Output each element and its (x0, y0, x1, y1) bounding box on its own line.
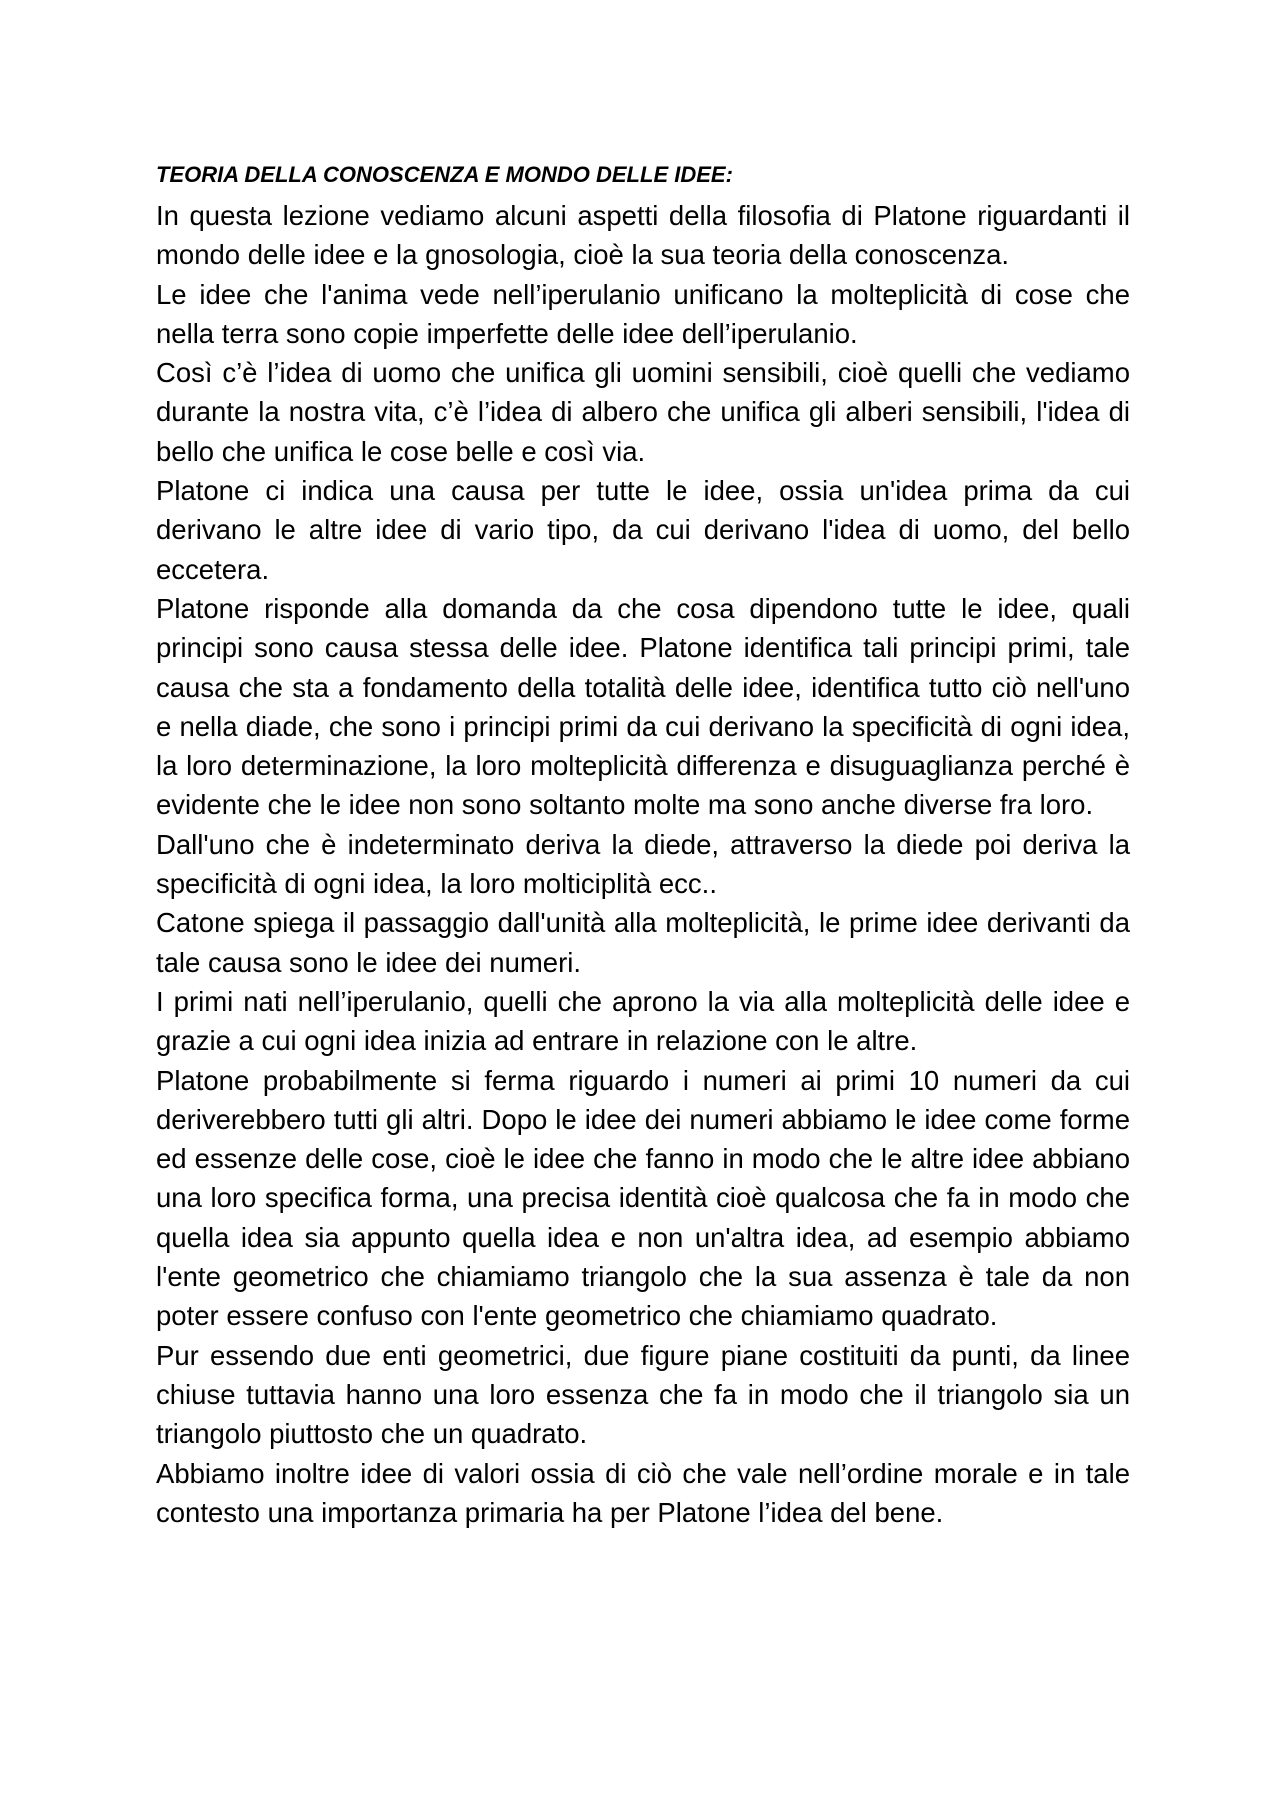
paragraph-intro: In questa lezione vediamo alcuni aspetti della filosofia di Platone riguardanti il mondo delle idee e la gnosologia, cioè la sua teoria della conoscenza. (156, 200, 1130, 271)
paragraph-principi-primi: Platone risponde alla domanda da che cosa dipendono tutte le idee, quali principi sono causa stessa delle idee. Platone identifica tali principi primi, tale causa che sta a fondamento della totalità delle idee, identifica tutto ciò nell'uno e nella diade, che sono i principi primi da cui derivano la specificità di ogni idea, la loro determinazione, la loro molteplicità differenza e disuguaglianza perché è evidente che le idee non sono soltanto molte ma sono anche diverse fra loro. (156, 592, 1130, 821)
paragraph-enti-geometrici: Pur essendo due enti geometrici, due figure piane costituiti da punti, da linee chiuse tuttavia hanno una loro essenza che fa in modo che il triangolo sia un triangolo piuttosto che un quadrato. (156, 1339, 1130, 1450)
paragraph-idee-di-valori: Abbiamo inoltre idee di valori ossia di ciò che vale nell’ordine morale e in tale contesto una importanza primaria ha per Platone l’idea del bene. (156, 1457, 1130, 1528)
paragraph-idea-di-uomo: Così c’è l’idea di uomo che unifica gli uomini sensibili, cioè quelli che vediamo durante la nostra vita, c’è l’idea di albero che unifica gli alberi sensibili, l'idea di bello che unifica le cose belle e così via. (156, 357, 1130, 467)
paragraph-idee-dei-numeri: Catone spiega il passaggio dall'unità alla molteplicità, le prime idee derivanti da tale causa sono le idee dei numeri. (156, 907, 1130, 978)
paragraph-forme-ed-essenze: Platone probabilmente si ferma riguardo i numeri ai primi 10 numeri da cui deriverebbero tutti gli altri. Dopo le idee dei numeri abbiamo le idee come forme ed essenze delle cose, cioè le idee che fanno in modo che le altre idee abbiano una loro specifica forma, una precisa identità cioè qualcosa che fa in modo che quella idea sia appunto quella idea e non un'altra idea, ad esempio abbiamo l'ente geometrico che chiamiamo triangolo che la sua assenza è tale da non poter essere confuso con l'ente geometrico che chiamiamo quadrato. (156, 1064, 1130, 1332)
paragraph-uno-e-diade: Dall'uno che è indeterminato deriva la diede, attraverso la diede poi deriva la specificità di ogni idea, la loro molticiplità ecc.. (156, 828, 1130, 900)
paragraph-causa-delle-idee: Platone ci indica una causa per tutte le idee, ossia un'idea prima da cui derivano le altre idee di vario tipo, da cui derivano l'idea di uomo, del bello eccetera. (156, 475, 1130, 585)
paragraph-iperulanio: Le idee che l'anima vede nell’iperulanio unificano la molteplicità di cose che nella terra sono copie imperfette delle idee dell’iperulanio. (156, 278, 1130, 349)
paragraph-primi-nati: I primi nati nell’iperulanio, quelli che aprono la via alla molteplicità delle idee e grazie a cui ogni idea inizia ad entrare in relazione con le altre. (156, 985, 1130, 1057)
document-title: TEORIA DELLA CONOSCENZA E MONDO DELLE IDEE: (156, 162, 733, 187)
document-page (156, 158, 1130, 1532)
